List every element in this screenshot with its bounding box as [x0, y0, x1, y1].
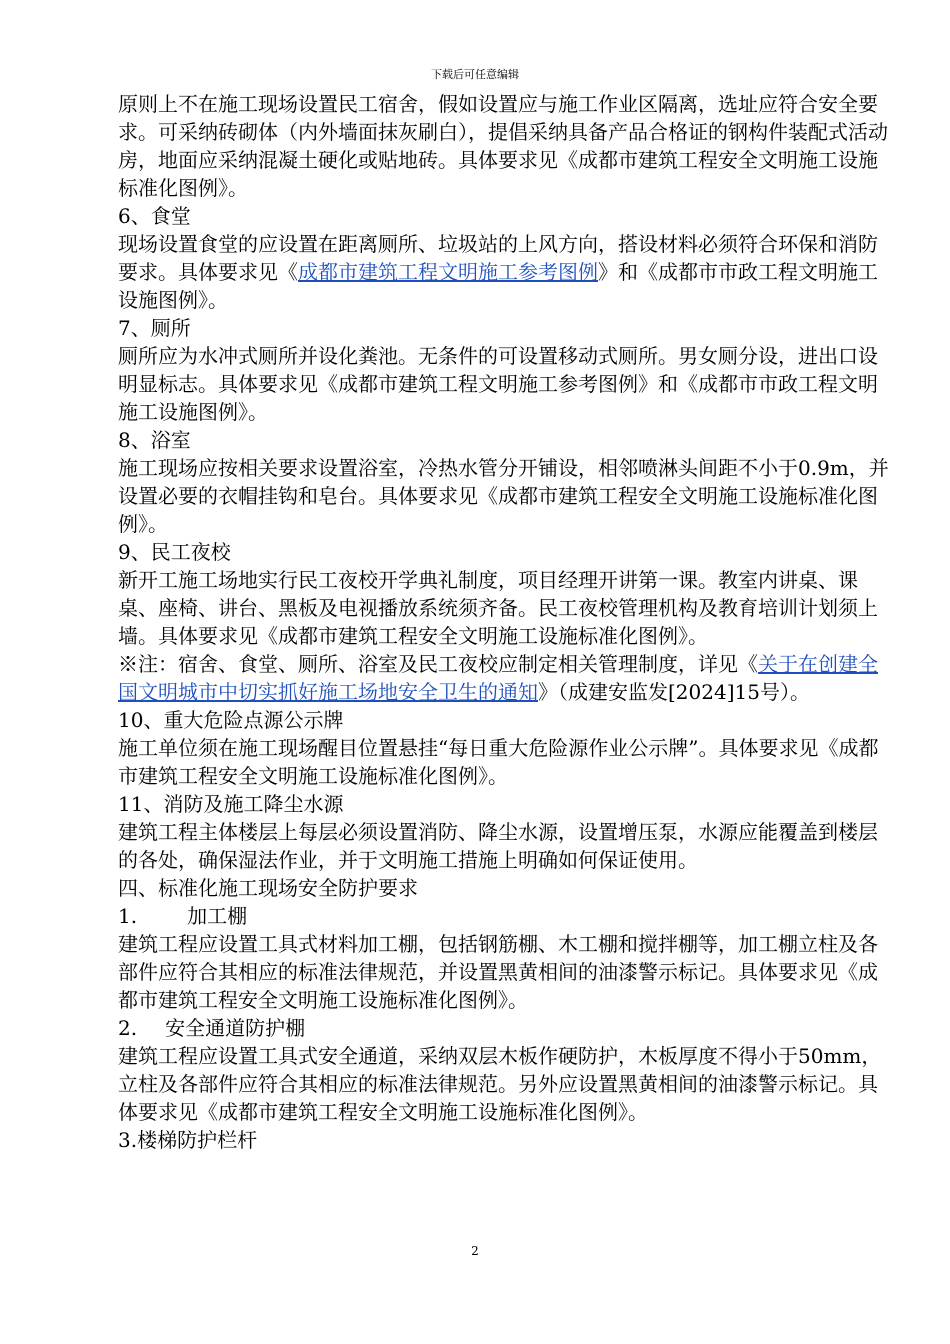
paragraph-note — [118, 650, 890, 706]
heading-bathroom: 8、浴室 — [118, 428, 191, 452]
heading-water-source: 11、消防及施工降尘水源 — [118, 792, 344, 816]
paragraph-night-school: 新开工施工场地实行民工夜校开学典礼制度，项目经理开讲第一课。教室内讲桌、课桌、座椅、讲台、黑板及电视播放系统须齐备。民工夜校管理机构及教育培训计划须上墙。具体要求见《成都市建筑工程安全文明施工设施标准化图例》。 — [118, 568, 878, 648]
document-body — [118, 90, 890, 1154]
heading-safety-passage-number: 2. — [118, 1016, 138, 1040]
note-text-b: 》（成建安监发[2024]15号）。 — [538, 680, 810, 704]
heading-night-school: 9、民工夜校 — [118, 540, 231, 564]
paragraph-canteen — [118, 230, 890, 314]
heading-canteen: 6、食堂 — [118, 204, 191, 228]
paragraph-processing-shed: 建筑工程应设置工具式材料加工棚，包括钢筋棚、木工棚和搅拌棚等，加工棚立柱及各部件应符合其相应的标准法律规范，并设置黑黄相间的油漆警示标记。具体要求见《成都市建筑工程安全文明施工设施标准化图例》。 — [118, 932, 878, 1012]
page-number: 2 — [471, 1244, 479, 1258]
paragraph-dormitory — [118, 90, 890, 202]
paragraph-hazard-board: 施工单位须在施工现场醒目位置悬挂“每日重大危险源作业公示牌”。具体要求见《成都市建筑工程安全文明施工设施标准化图例》。 — [118, 736, 879, 788]
heading-stair-railing: 3.楼梯防护栏杆 — [118, 1128, 258, 1152]
canteen-reference-link[interactable]: 成都市建筑工程文明施工参考图例 — [298, 260, 598, 284]
heading-toilet: 7、厕所 — [118, 316, 191, 340]
heading-safety-passage — [118, 1014, 890, 1042]
paragraph-safety-passage: 建筑工程应设置工具式安全通道，采纳双层木板作硬防护，木板厚度不得小于50mm，立柱及各部件应符合其相应的标准法律规范。另外应设置黑黄相间的油漆警示标记。具体要求见《成都市建筑工程安全文明施工设施标准化图例》。 — [118, 1044, 882, 1124]
paragraph-bathroom: 施工现场应按相关要求设置浴室，冷热水管分开铺设，相邻喷淋头间距不小于0.9m，并设置必要的衣帽挂钩和皂台。具体要求见《成都市建筑工程安全文明施工设施标准化图例》。 — [118, 456, 889, 536]
heading-processing-shed-number: 1. — [118, 904, 138, 928]
page-header: 下载后可任意编辑 — [431, 68, 519, 81]
paragraph-water-source: 建筑工程主体楼层上每层必须设置消防、降尘水源，设置增压泵，水源应能覆盖到楼层的各处，确保湿法作业，并于文明施工措施上明确如何保证使用。 — [118, 820, 878, 872]
paragraph-toilet: 厕所应为水冲式厕所并设化粪池。无条件的可设置移动式厕所。男女厕分设，进出口设明显标志。具体要求见《成都市建筑工程文明施工参考图例》和《成都市市政工程文明施工设施图例》。 — [118, 344, 878, 424]
notice-link[interactable]: 关于在创建全国文明城市中切实抓好施工场地安全卫生的通知 — [118, 652, 878, 704]
note-text-a: ※注：宿舍、食堂、厕所、浴室及民工夜校应制定相关管理制度，详见《 — [118, 652, 758, 676]
heading-hazard-board: 10、重大危险点源公示牌 — [118, 708, 344, 732]
heading-processing-shed — [118, 902, 890, 930]
heading-section-four: 四、标准化施工现场安全防护要求 — [118, 876, 418, 900]
paragraph-canteen-text-a: 现场设置食堂的应设置在距离厕所、垃圾站的上风方向，搭设材料必须符合环保和消防要求。具体要求见《 — [118, 232, 878, 284]
paragraph-dormitory-text: 原则上不在施工现场设置民工宿舍，假如设置应与施工作业区隔离，选址应符合安全要求。可采纳砖砌体（内外墙面抹灰刷白），提倡采纳具备产品合格证的钢构件装配式活动房，地面应采纳混凝土硬化或贴地砖。具体要求见《成都市建筑工程安全文明施工设施标准化图例》。 — [118, 92, 888, 200]
paragraph-canteen-text-b: 》和《成都市市政工程文明施工设施图例》。 — [118, 260, 878, 312]
heading-safety-passage-title: 安全通道防护棚 — [165, 1016, 306, 1040]
heading-processing-shed-title: 加工棚 — [187, 904, 248, 928]
